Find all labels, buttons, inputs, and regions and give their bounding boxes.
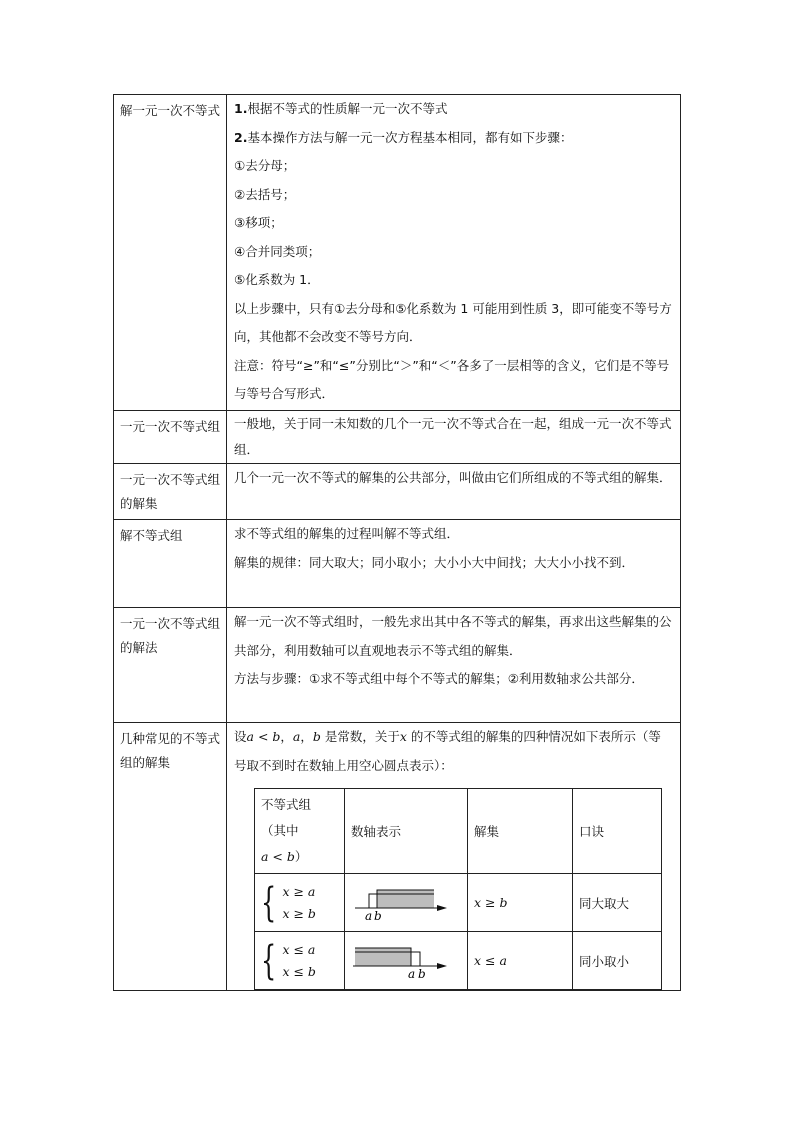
header-text: ） xyxy=(294,849,308,864)
number-line-diagram xyxy=(351,939,449,979)
line: 求不等式组的解集的过程叫解不等式组． xyxy=(234,526,460,541)
math-variable: x xyxy=(399,729,407,744)
system-cell xyxy=(255,932,345,990)
intro-part: ， xyxy=(280,729,293,744)
header-solution: 解集 xyxy=(468,789,573,874)
inequality: x ≥ a xyxy=(282,883,316,899)
table-row xyxy=(255,874,662,932)
rule-cell: 同小取小 xyxy=(573,932,662,990)
axis-arrow xyxy=(437,963,447,969)
line: ①去分母； xyxy=(234,158,296,173)
header-math: a < b xyxy=(261,849,295,864)
number-line-cell xyxy=(345,932,468,990)
header-text: （其中 xyxy=(261,823,299,838)
intro-part: ， xyxy=(300,729,313,744)
axis-arrow xyxy=(437,905,447,911)
step-number: 2. xyxy=(234,129,248,145)
line: 几个一元一次不等式的解集的公共部分，叫做由它们所组成的不等式组的解集． xyxy=(234,470,672,485)
description-cell xyxy=(227,411,681,464)
table-row xyxy=(255,932,662,990)
rule-cell: 同大取大 xyxy=(573,874,662,932)
header-row xyxy=(255,789,662,874)
content-table xyxy=(113,94,681,991)
table-row xyxy=(114,411,681,464)
term-cell: 一元一次不等式组 xyxy=(114,411,227,464)
line-text: 基本操作方法与解一元一次方程基本相同，都有如下步骤： xyxy=(247,129,573,145)
intro-text xyxy=(234,723,673,780)
line: ④合并同类项； xyxy=(234,243,321,259)
number-line-cell xyxy=(345,874,468,932)
overlap-shade xyxy=(355,948,411,966)
header-text: 不等式组 xyxy=(261,797,312,812)
table-row xyxy=(114,95,681,411)
intro-part: 的不等式组的解集的四种情况如下表所示（等号取不到时在数轴上用空心圆点表示）： xyxy=(234,729,661,773)
brace-symbol: { xyxy=(261,937,277,984)
intro-part: 设 xyxy=(234,729,247,744)
math-variable: b xyxy=(312,729,321,744)
math-condition: a < b xyxy=(246,729,281,744)
line: 解一元一次不等式组时，一般先求出其中各不等式的解集，再求出这些解集的公共部分，利用数轴可以直观地表示不等式组的解集． xyxy=(234,614,672,658)
line: 方法与步骤：①求不等式组中每个不等式的解集；②利用数轴求公共部分． xyxy=(234,671,644,686)
step-number: 1. xyxy=(234,101,248,116)
solution-cell: x ≥ b xyxy=(468,874,573,932)
math-variable: a xyxy=(292,729,301,744)
description-cell xyxy=(227,723,681,991)
line-text: 根据不等式的性质解一元一次不等式 xyxy=(247,101,448,116)
term-cell: 解不等式组 xyxy=(114,520,227,608)
overlap-shade xyxy=(377,890,434,908)
description-cell xyxy=(227,520,681,608)
line xyxy=(234,124,673,153)
description-cell xyxy=(227,464,681,520)
term-cell: 几种常见的不等式组的解集 xyxy=(114,723,227,991)
inequality: x ≥ b xyxy=(282,905,316,921)
header-rule: 口诀 xyxy=(573,789,662,874)
header-system xyxy=(255,789,345,874)
axis-label-b: b xyxy=(374,909,382,921)
axis-label-a: a xyxy=(408,967,416,979)
inequality: x ≤ a xyxy=(282,941,316,957)
line: ②去括号； xyxy=(234,186,296,202)
table-row xyxy=(114,608,681,723)
line: 以上步骤中，只有①去分母和⑤化系数为 1 可能用到性质 3，即可能变不等号方向，其他都不会改变不等号方向． xyxy=(234,300,672,344)
system-cell xyxy=(255,874,345,932)
description-cell xyxy=(227,608,681,723)
line: 一般地，关于同一未知数的几个一元一次不等式合在一起，组成一元一次不等式组． xyxy=(234,416,672,457)
table-row xyxy=(114,464,681,520)
line: ⑤化系数为 1． xyxy=(234,272,320,287)
line: 注意：符号“≥”和“≤”分别比“＞”和“＜”各多了一层相等的含义，它们是不等号与等号合写形式． xyxy=(234,357,670,401)
header-axis: 数轴表示 xyxy=(345,789,468,874)
brace-symbol: { xyxy=(261,879,277,926)
solution-cell: x ≤ a xyxy=(468,932,573,990)
term-cell: 一元一次不等式组的解集 xyxy=(114,464,227,520)
term-cell: 解一元一次不等式 xyxy=(114,95,227,411)
term-cell: 一元一次不等式组的解法 xyxy=(114,608,227,723)
line: ③移项； xyxy=(234,215,283,230)
table-row xyxy=(114,520,681,608)
axis-label-b: b xyxy=(418,967,426,979)
description-cell xyxy=(227,95,681,411)
axis-label-a: a xyxy=(365,909,373,921)
solution-cases-table xyxy=(254,788,662,990)
line: 解集的规律：同大取大；同小取小；大小小大中间找；大大小小找不到． xyxy=(234,554,635,570)
intro-part: 是常数，关于 xyxy=(320,729,400,744)
inequality: x ≤ b xyxy=(282,963,316,979)
number-line-diagram xyxy=(351,881,449,921)
line xyxy=(234,95,673,124)
table-row xyxy=(114,723,681,991)
